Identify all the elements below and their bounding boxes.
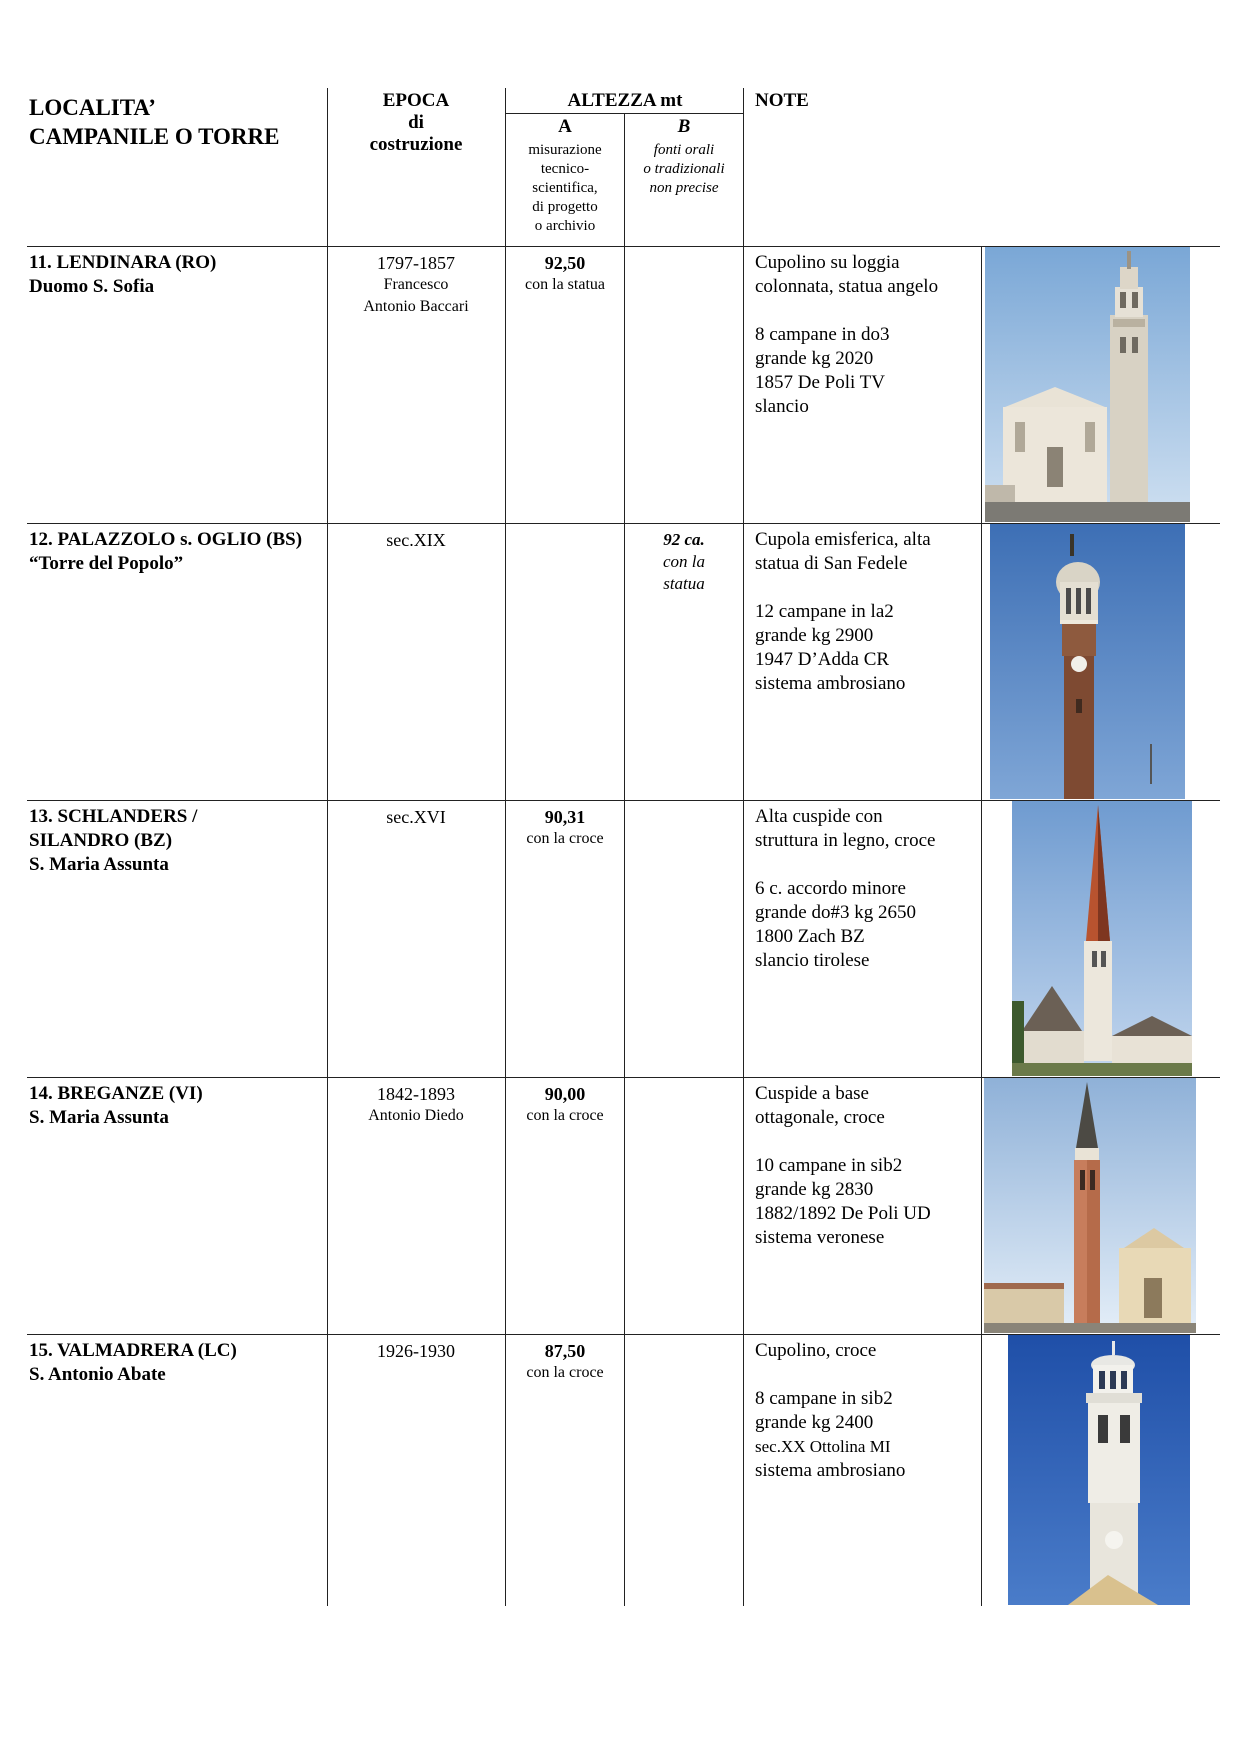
height-a-note: con la croce [526,1107,604,1124]
row-location [29,805,197,877]
row-location-line: 13. SCHLANDERS / [29,806,198,827]
row-location-line: 15. VALMADRERA (LC) [29,1340,237,1361]
col-divider-altezza [743,88,744,1606]
note-line: colonnata, statua angelo [755,276,939,297]
note-line: struttura in legno, croce [755,830,936,851]
row-epoca [328,806,504,828]
row-location-line: S. Maria Assunta [29,854,169,875]
epoca-value: sec.XIX [386,530,446,550]
row-note [755,251,938,419]
epoca-value: 1926-1930 [377,1341,455,1361]
epoca-architect: Francesco [383,276,449,293]
header-col-a-description [506,141,624,236]
col-divider-ab [624,114,625,1606]
note-line: grande kg 2020 [755,348,874,369]
height-b-value: 92 ca. [663,530,705,549]
note-line: Cupolino, croce [755,1340,877,1361]
note-line: grande do#3 kg 2650 [755,902,916,923]
header-altezza: ALTEZZA mt [567,90,683,111]
epoca-value: 1842-1893 [377,1084,455,1104]
note-line: 8 campane in do3 [755,324,890,345]
silandro-spire-photo [1012,801,1192,1076]
row-height-a [506,806,624,850]
desc-line: non precise [649,180,719,196]
epoca-value: 1797-1857 [377,253,455,273]
row-location-line: S. Maria Assunta [29,1107,169,1128]
row-epoca [328,529,504,551]
header-location-line: CAMPANILE O TORRE [29,124,280,149]
note-line: sistema ambrosiano [755,1460,906,1481]
row-epoca [328,252,504,318]
lendinara-bell-tower-photo [985,247,1190,522]
valmadrera-bell-tower-photo [1008,1335,1190,1605]
row-height-a [506,1340,624,1384]
height-b-note: statua [663,574,705,593]
note-line: 1857 De Poli TV [755,372,886,393]
note-line: grande kg 2400 [755,1412,874,1433]
row-epoca [328,1340,504,1362]
note-line: sistema veronese [755,1227,885,1248]
desc-line: di progetto [532,199,598,215]
note-line: slancio [755,396,809,417]
epoca-architect: Antonio Diedo [368,1107,464,1124]
height-a-value: 90,31 [544,807,586,827]
header-epoca-line: EPOCA [382,90,450,111]
row-location [29,528,302,576]
header-epoca-line: di [408,112,424,133]
note-line: ottagonale, croce [755,1107,885,1128]
note-line: Cuspide a base [755,1083,869,1104]
height-b-note: con la [662,552,706,571]
row-note [755,1339,905,1483]
note-line: grande kg 2900 [755,625,874,646]
note-line: 1882/1892 De Poli UD [755,1203,931,1224]
epoca-architect: Antonio Baccari [363,298,469,315]
note-line [755,576,931,600]
note-line: statua di San Fedele [755,553,908,574]
note-line: Cupolino su loggia [755,252,900,273]
desc-line: fonti orali [653,142,715,158]
desc-line: misurazione [528,142,602,158]
row-note [755,1082,931,1250]
palazzolo-tower-photo [990,524,1185,799]
epoca-value: sec.XVI [386,807,446,827]
note-line: slancio tirolese [755,950,870,971]
row-epoca [328,1083,504,1127]
header-epoca-line: costruzione [369,134,463,155]
row-location [29,1339,237,1387]
height-a-value: 90,00 [544,1084,586,1104]
note-line: Alta cuspide con [755,806,883,827]
note-line [755,853,935,877]
row-height-a [506,1083,624,1127]
header-location [29,93,279,151]
height-a-value: 87,50 [544,1341,586,1361]
note-line: 1947 D’Adda CR [755,649,890,670]
row-location-line: 11. LENDINARA (RO) [29,252,217,273]
row-location-line: 14. BREGANZE (VI) [29,1083,203,1104]
note-line: grande kg 2830 [755,1179,874,1200]
height-a-note: con la croce [526,830,604,847]
note-line: sec.XX Ottolina MI [755,1437,891,1456]
row-location-line: 12. PALAZZOLO s. OGLIO (BS) [29,529,303,550]
row-height-a [506,252,624,296]
header-epoca [328,90,504,156]
altezza-header-underline [505,113,744,114]
note-line: Cupola emisferica, alta [755,529,931,550]
note-line [755,299,938,323]
note-line [755,1363,905,1387]
row-note [755,528,931,696]
row-height-b [625,529,743,595]
header-col-a: A [558,116,572,137]
row-note [755,805,935,973]
note-line: 12 campane in la2 [755,601,894,622]
height-a-note: con la croce [526,1364,604,1381]
col-divider-note [981,247,982,1606]
header-location-line: LOCALITA’ [29,95,156,120]
height-a-value: 92,50 [544,253,586,273]
header-note: NOTE [755,90,809,111]
note-line [755,1130,931,1154]
height-a-note: con la statua [525,276,605,293]
row-location-line: S. Antonio Abate [29,1364,166,1385]
note-line: 6 c. accordo minore [755,878,906,899]
desc-line: o tradizionali [643,161,725,177]
header-col-b-description [625,141,743,198]
desc-line: o archivio [534,218,596,234]
note-line: 1800 Zach BZ [755,926,865,947]
desc-line: tecnico- [540,161,590,177]
note-line: 8 campane in sib2 [755,1388,893,1409]
note-line: 10 campane in sib2 [755,1155,903,1176]
note-line: sistema ambrosiano [755,673,906,694]
row-location-line: Duomo S. Sofia [29,276,155,297]
desc-line: scientifica, [532,180,598,196]
row-location [29,1082,203,1130]
row-location [29,251,216,299]
row-location-line: “Torre del Popolo” [29,553,184,574]
header-col-b: B [677,116,691,137]
breganze-bell-tower-photo [984,1078,1196,1333]
row-location-line: SILANDRO (BZ) [29,830,173,851]
